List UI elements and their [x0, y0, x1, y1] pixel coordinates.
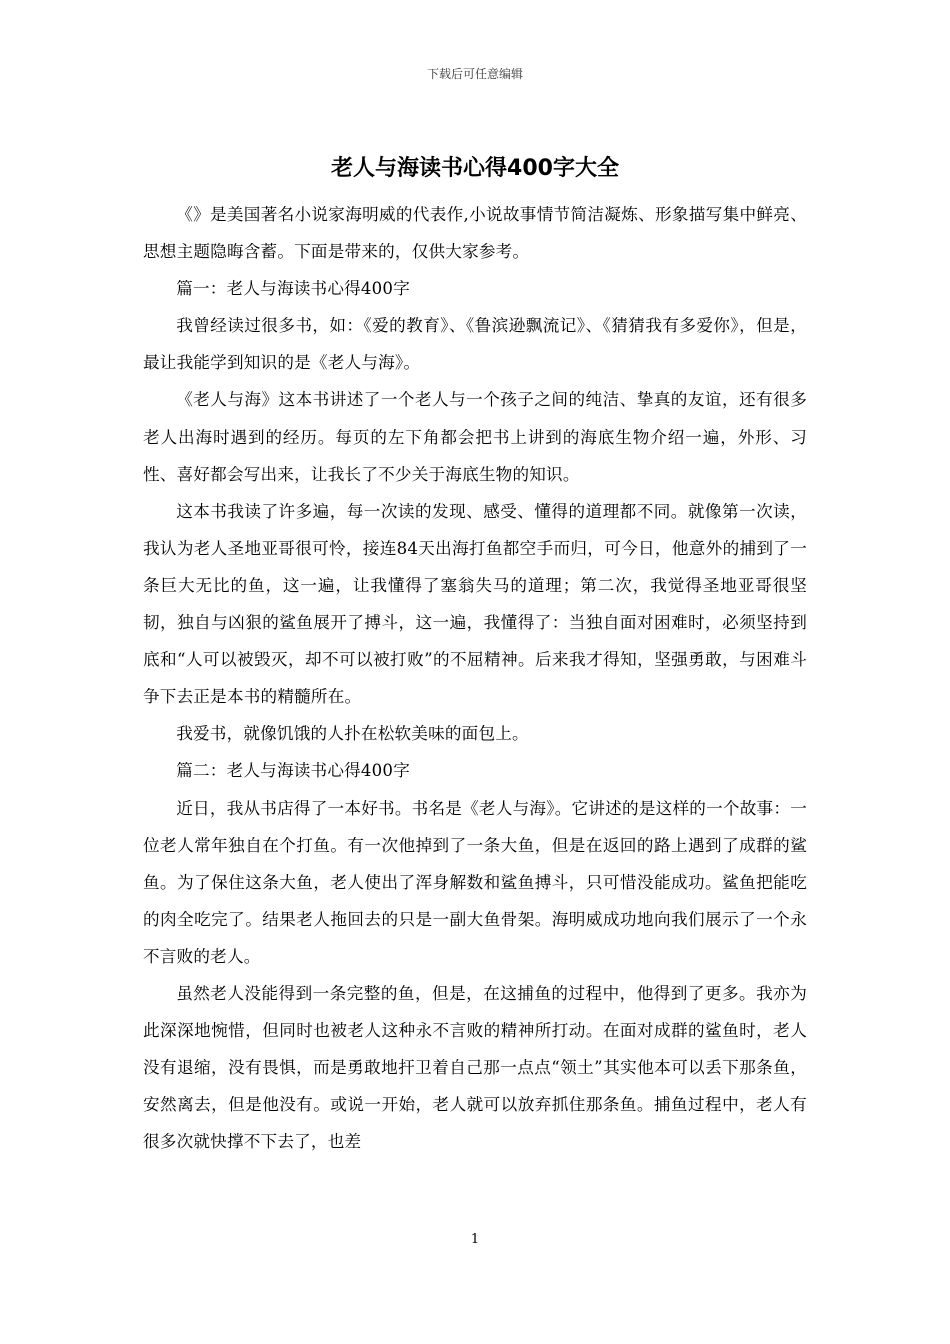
paragraph: 虽然老人没能得到一条完整的鱼，但是，在这捕鱼的过程中，他得到了更多。我亦为此深深地惋惜，但同时也被老人这种永不言败的精神所打动。在面对成群的鲨鱼时，老人没有退缩，没有畏惧，而是勇敢地扞卫着自己那一点点“领土”其实他本可以丢下那条鱼，安然离去，但是他没有。或说一开始，老人就可以放弃抓住那条鱼。捕鱼过程中，老人有很多次就快撑不下去了，也差 [143, 983, 807, 1152]
paragraph: 我曾经读过很多书，如：《爱的教育》、《鲁滨逊飘流记》、《猜猜我有多爱你》，但是，最让我能学到知识的是《老人与海》。 [143, 316, 807, 373]
page-number: 1 [470, 1232, 480, 1247]
paragraph: 《》是美国著名小说家海明威的代表作,小说故事情节简洁凝炼、形象描写集中鲜亮、思想主题隐晦含蓄。下面是带来的，仅供大家参考。 [143, 205, 807, 262]
paragraph: 这本书我读了许多遍，每一次读的发现、感受、懂得的道理都不同。就像第一次读，我认为老人圣地亚哥很可怜，接连84天出海打鱼都空手而归，可今日，他意外的捕到了一条巨大无比的鱼，这一遍，让我懂得了塞翁失马的道理；第二次，我觉得圣地亚哥很坚韧，独自与凶狠的鲨鱼展开了搏斗，这一遍，我懂得了：当独自面对困难时，必须坚持到底和“人可以被毁灭，却不可以被打败”的不屈精神。后来我才得知，坚强勇敢，与困难斗争下去正是本书的精髓所在。 [143, 501, 807, 707]
paragraph: 近日，我从书店得了一本好书。书名是《老人与海》。它讲述的是这样的一个故事：一位老人常年独自在个打鱼。有一次他掉到了一条大鱼，但是在返回的路上遇到了成群的鲨鱼。为了保住这条大鱼，老人使出了浑身解数和鲨鱼搏斗，只可惜没能成功。鲨鱼把能吃的肉全吃完了。结果老人拖回去的只是一副大鱼骨架。海明威成功地向我们展示了一个永不言败的老人。 [143, 798, 807, 966]
paragraph: 我爱书，就像饥饿的人扑在松软美味的面包上。 [176, 724, 529, 744]
section-heading: 篇一：老人与海读书心得400字 [176, 279, 410, 299]
document-body [143, 196, 807, 1160]
header-note: 下载后可任意编辑 [426, 67, 523, 81]
paragraph: 《老人与海》这本书讲述了一个老人与一个孩子之间的纯洁、挚真的友谊，还有很多老人出海时遇到的经历。每页的左下角都会把书上讲到的海底生物介绍一遍，外形、习性、喜好都会写出来，让我长了不少关于海底生物的知识。 [143, 390, 807, 484]
section-heading: 篇二：老人与海读书心得400字 [176, 761, 410, 781]
document-title: 老人与海读书心得400字大全 [331, 156, 619, 181]
